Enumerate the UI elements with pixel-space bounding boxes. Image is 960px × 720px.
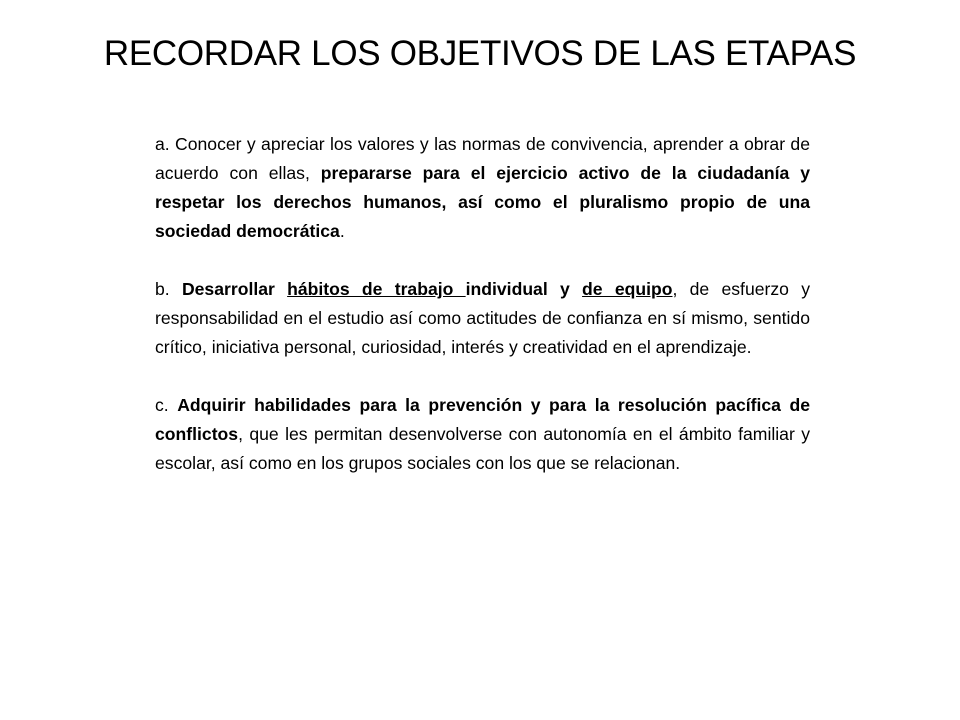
- objectives-body: [155, 130, 810, 507]
- objective-b-individual: individual y: [465, 279, 583, 299]
- objective-a-emphasis: prepararse para el ejercicio activo de la ciudadanía y respetar los derechos humanos, así como el pluralismo propio de una sociedad democrática: [155, 163, 810, 241]
- objective-a-text: a. Conocer y apreciar los valores y las normas de convivencia, aprender a obrar de acuerdo con ellas,: [155, 134, 810, 183]
- objective-c-marker: c.: [155, 395, 178, 415]
- objective-c-text: , que les permitan desenvolverse con autonomía en el ámbito familiar y escolar, así como en los grupos sociales con los que se relacionan.: [155, 424, 810, 473]
- objective-b: [155, 275, 810, 362]
- objective-b-habits: hábitos de trabajo: [287, 279, 466, 299]
- objective-b-verb: Desarrollar: [181, 279, 288, 299]
- objective-a: [155, 130, 810, 246]
- slide-title: RECORDAR LOS OBJETIVOS DE LAS ETAPAS: [103, 34, 857, 73]
- objective-b-text: , de esfuerzo y responsabilidad en el estudio así como actitudes de confianza en sí mismo, sentido crítico, iniciativa personal, curiosidad, interés y creatividad en el aprendizaje.: [155, 279, 811, 357]
- objective-a-end: .: [339, 221, 345, 241]
- objective-c-emphasis: Adquirir habilidades para la prevención y para la resolución pacífica de conflictos: [155, 395, 810, 444]
- objective-b-team: de equipo: [582, 279, 673, 299]
- objective-b-marker: b.: [155, 279, 182, 299]
- objective-c: [155, 391, 810, 478]
